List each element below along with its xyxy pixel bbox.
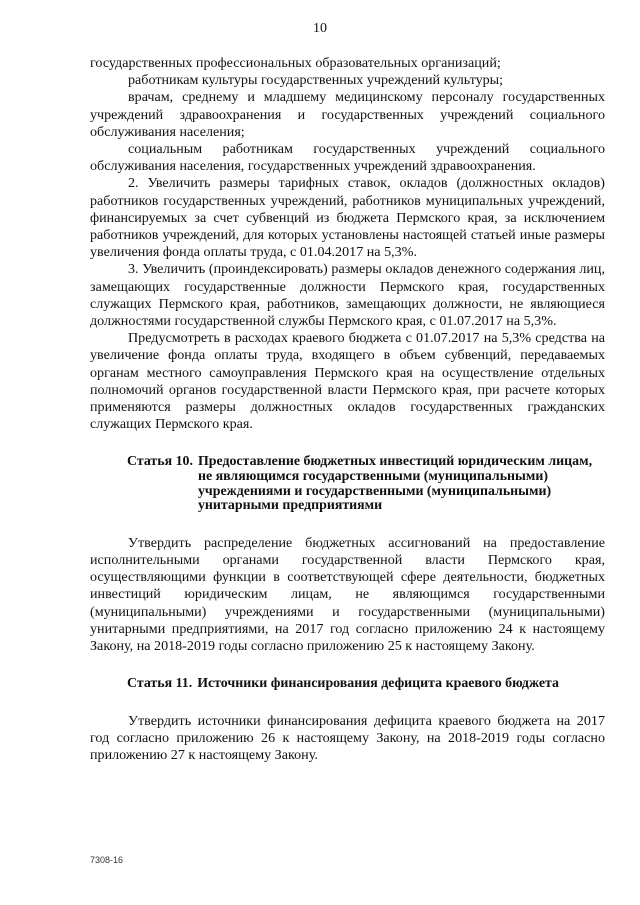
document-body: [90, 55, 605, 764]
article-label: Статья 11.: [127, 676, 193, 692]
paragraph: врачам, среднему и младшему медицинскому персоналу государственных учреждений здравоохранения и государственных учреждений социального обслуживания населения;: [90, 89, 605, 140]
article-title: Предоставление бюджетных инвестиций юридическим лицам, не являющимся государственными (муниципальными) учреждениями и государственными (муниципальными) унитарными предприятиями: [197, 454, 593, 514]
paragraph: работникам культуры государственных учреждений культуры;: [128, 72, 504, 89]
paragraph: Утвердить источники финансирования дефицита краевого бюджета на 2017 год согласно приложению 26 к настоящему Закону, на 2018-2019 годы согласно приложению 27 к настоящему Закону.: [90, 712, 605, 764]
paragraph: Утвердить распределение бюджетных ассигнований на предоставление исполнительными органами государственной власти Пермского края, осуществляющими функции в соответствующей сфере деятельности, бюджетных инвестиций юридическим лицам, не являющимся государственными (муниципальными) учреждениями и государственными (муниципальными) унитарными предприятиями, на 2017 год согласно приложению 24 к настоящему Закону, на 2018-2019 годы согласно приложению 25 к настоящему Закону.: [90, 534, 605, 655]
article-title: Источники финансирования дефицита краевого бюджета: [197, 676, 559, 692]
article-heading-10: [90, 455, 605, 513]
paragraph: государственных профессиональных образовательных организаций;: [90, 55, 501, 71]
article-label: Статья 10.: [127, 454, 193, 470]
paragraph: Предусмотреть в расходах краевого бюджета с 01.07.2017 на 5,3% средства на увеличение фонда оплаты труда, входящего в объем субвенций, передаваемых органам местного самоуправления Пермского края на осуществление отдельных полномочий органов государственной власти Пермского края, при расчете которых применяются размеры должностных окладов государственных гражданских служащих Пермского края.: [90, 330, 605, 433]
document-code: 7308-16: [90, 855, 124, 865]
paragraph: 3. Увеличить (проиндексировать) размеры окладов денежного содержания лиц, замещающих государственные должности Пермского края, государственных служащих Пермского края, работников, замещающих должности, не являющиеся должностями государственной службы Пермского края, с 01.07.2017 на 5,3%.: [90, 261, 605, 330]
paragraph: социальным работникам государственных учреждений социального обслуживания населения, государственных учреждений здравоохранения.: [90, 141, 605, 175]
paragraph: 2. Увеличить размеры тарифных ставок, окладов (должностных окладов) работников государственных учреждений, работников муниципальных учреждений, финансируемых за счет субвенций из бюджета Пермского края, за исключением работников учреждений, для которых установлены настоящей статьей иные размеры увеличения фонда оплаты труда, с 01.04.2017 на 5,3%.: [90, 175, 605, 261]
article-heading-11: [90, 677, 605, 692]
page-number: 10: [313, 21, 327, 36]
